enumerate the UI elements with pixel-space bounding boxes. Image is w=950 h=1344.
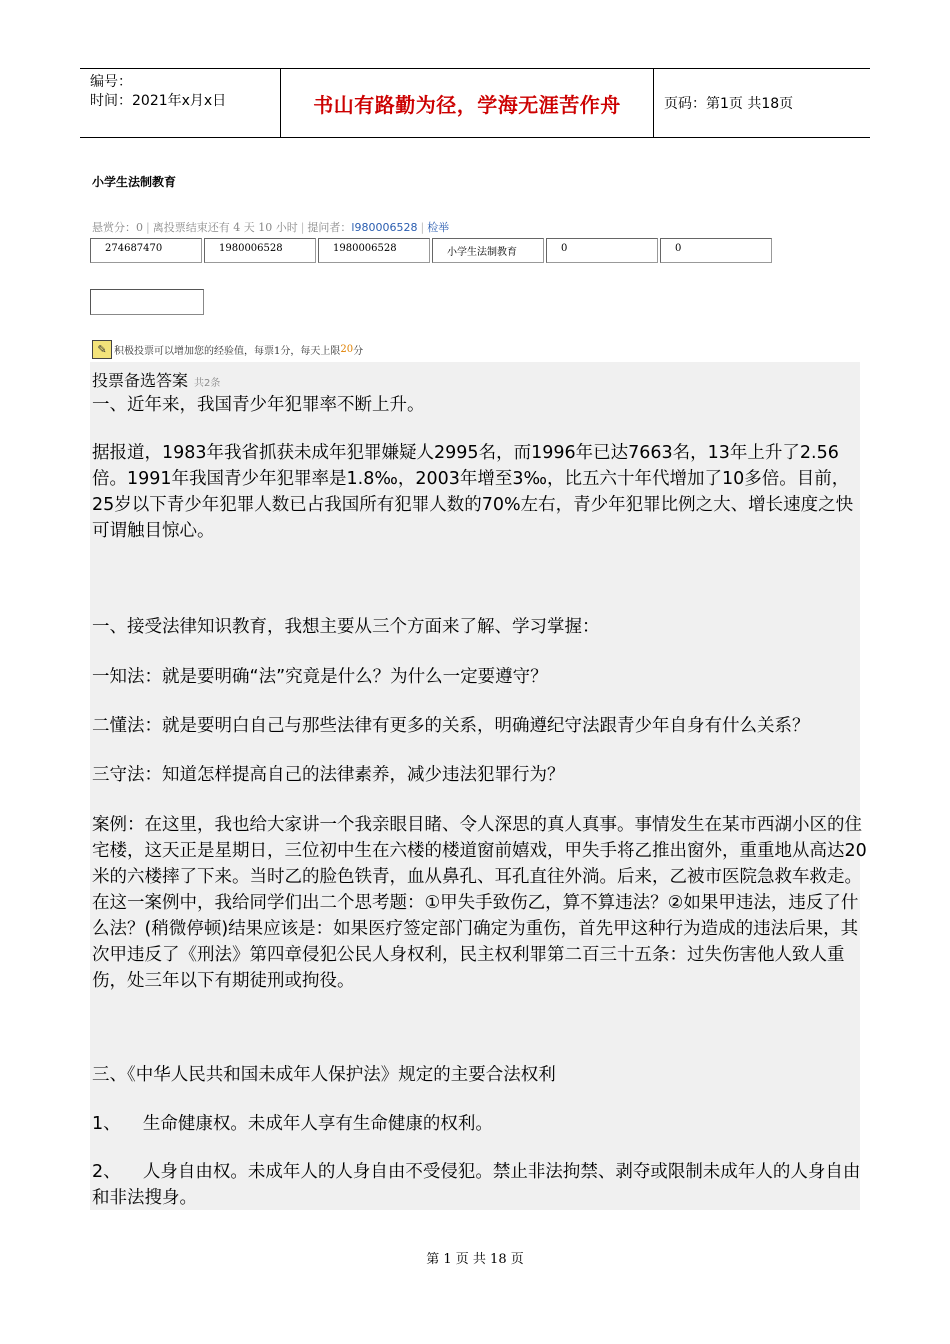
asker-label: 提问者：: [307, 221, 352, 234]
hint-limit: 20: [340, 344, 354, 355]
vote-field[interactable]: 小学生法制教育: [432, 238, 544, 263]
answers-panel: [90, 362, 867, 1210]
answers-heading-text: 投票备选答案: [92, 371, 189, 390]
question-meta: 悬赏分：0 | 离投票结束还有 4 天 10 小时 | 提问者：l980006528 | 检举: [92, 221, 450, 234]
vote-field[interactable]: 1980006528: [318, 238, 430, 263]
pencil-icon: ✎: [92, 340, 112, 359]
answer-paragraph: 三、《中华人民共和国未成年人保护法》规定的主要合法权利: [92, 1065, 556, 1085]
answer-paragraph: 据报道，1983年我省抓获未成年犯罪嫌疑人2995名，而1996年已达7663名，13年上升了2.56倍。1991年我国青少年犯罪率是1.8‰，2003年增至3‰，比五六十年代增加了10多倍。目前，25岁以下青少年犯罪人数已占我国所有犯罪人数的70%左右，青少年犯罪比例之大、增长速度之快可谓触目惊心。: [92, 443, 854, 541]
document-header: [80, 68, 870, 138]
header-info: [80, 69, 281, 137]
vote-field[interactable]: 0: [660, 238, 772, 263]
vote-fields: [90, 238, 772, 263]
answer-paragraph: 一、接受法律知识教育，我想主要从三个方面来了解、学习掌握：: [92, 617, 600, 637]
vote-input[interactable]: [90, 289, 204, 315]
answer-paragraph: 二懂法：就是要明白自己与那些法律有更多的关系，明确遵纪守法跟青少年自身有什么关系？: [92, 716, 810, 736]
vote-hint: [92, 340, 363, 359]
header-page-info: 页码：第1页 共18页: [664, 96, 794, 112]
number-label: 编号：: [90, 74, 132, 90]
deadline: 离投票结束还有 4 天 10 小时: [152, 221, 298, 234]
hint-text: 积极投票可以增加您的经验值，每票1分，每天上限: [114, 346, 341, 357]
reward: 悬赏分：0: [92, 221, 143, 234]
vote-field[interactable]: 0: [546, 238, 658, 263]
asker-link[interactable]: l980006528: [351, 221, 418, 234]
vote-field[interactable]: 1980006528: [204, 238, 316, 263]
answers-heading: [92, 368, 220, 391]
time-label: 时间：2021年x月x日: [90, 93, 227, 109]
answer-paragraph: 2、 人身自由权。未成年人的人身自由不受侵犯。禁止非法拘禁、剥夺或限制未成年人的人身自由和非法搜身。: [92, 1162, 861, 1208]
hint-unit: 分: [353, 346, 364, 357]
vote-field[interactable]: 274687470: [90, 238, 202, 263]
report-link[interactable]: 检举: [427, 221, 450, 234]
question-title: 小学生法制教育: [92, 175, 177, 189]
header-motto: 书山有路勤为径，学海无涯苦作舟: [281, 69, 654, 137]
answer-paragraph: 三守法：知道怎样提高自己的法律素养，减少违法犯罪行为？: [92, 765, 565, 785]
page-footer: 第 1 页 共 18 页: [426, 1252, 524, 1267]
answer-paragraph: 1、 生命健康权。未成年人享有生命健康的权利。: [92, 1114, 493, 1134]
answer-paragraph: 一、近年来，我国青少年犯罪率不断上升。: [92, 395, 425, 415]
answer-paragraph: 案例：在这里，我也给大家讲一个我亲眼目睹、令人深思的真人真事。事情发生在某市西湖小区的住宅楼，这天正是星期日，三位初中生在六楼的楼道窗前嬉戏，甲失手将乙推出窗外，重重地从高达20米的六楼摔了下来。当时乙的脸色铁青，血从鼻孔、耳孔直往外淌。后来，乙被市医院急救车救走。在这一案例中，我给同学们出二个思考题：①甲失手致伤乙，算不算违法？②如果甲违法，违反了什么法？(稍微停顿)结果应该是：如果医疗签定部门确定为重伤，首先甲这种行为造成的违法后果，其次甲违反了《刑法》第四章侵犯公民人身权利，民主权利罪第二百三十五条：过失伤害他人致人重伤，处三年以下有期徒刑或拘役。: [92, 815, 867, 991]
answer-paragraph: 一知法：就是要明确“法”究竟是什么？为什么一定要遵守？: [92, 667, 548, 687]
answers-count: 共2条: [194, 378, 221, 389]
